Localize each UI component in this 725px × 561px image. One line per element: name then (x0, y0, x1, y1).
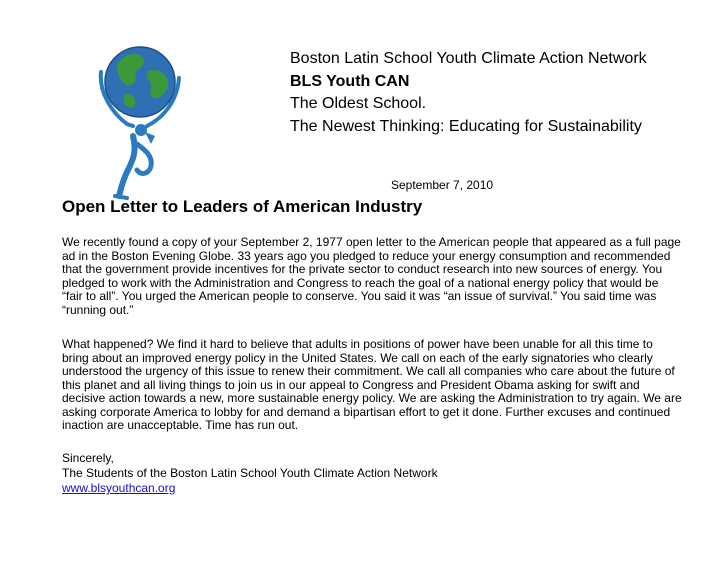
atlas-holding-globe-icon (97, 32, 187, 202)
letter-paragraph-2: What happened? We find it hard to believe that adults in positions of power have been unable for all this time to bring about an improved energy policy in the United States. We call on each of the early signatories who clearly understood the urgency of this issue to renew their commitment. We call all companies who care about the future of this planet and all living things to join us in our appeal to Congress and President Obama asking for swift and decisive action towards a new, more sustainable energy policy. We are asking the Administration to try again. We are asking corporate America to lobby for and demand a bipartisan effort to get it done. Further excuses and continued inaction are unacceptable. Time has run out. (62, 337, 682, 432)
letter-title: Open Letter to Leaders of American Industry (62, 197, 423, 216)
letter-date: September 7, 2010 (391, 178, 494, 192)
signature: The Students of the Boston Latin School Youth Climate Action Network (62, 466, 438, 480)
organization-header (290, 48, 647, 138)
organization-short-name: BLS Youth CAN (290, 72, 410, 90)
organization-name: Boston Latin School Youth Climate Action Network (290, 50, 647, 67)
tagline-line-1: The Oldest School. (290, 95, 427, 112)
letter-closing (62, 451, 438, 496)
letter-paragraph-1: We recently found a copy of your September 2, 1977 open letter to the American people that appeared as a full page ad in the Boston Evening Globe. 33 years ago you pledged to reduce your energy consumption and recommended that the government provide incentives for the private sector to conduct research into new sources of energy. You pledged to work with the Administration and Congress to reach the goal of a national energy policy that would be “fair to all”. You urged the American people to conserve. You said it was “an issue of survival.” You said time was “running out.” (62, 235, 681, 317)
website-link[interactable]: www.blsyouthcan.org (62, 481, 176, 495)
sign-off: Sincerely, (62, 451, 114, 465)
tagline-line-2: The Newest Thinking: Educating for Sustainability (290, 117, 642, 135)
